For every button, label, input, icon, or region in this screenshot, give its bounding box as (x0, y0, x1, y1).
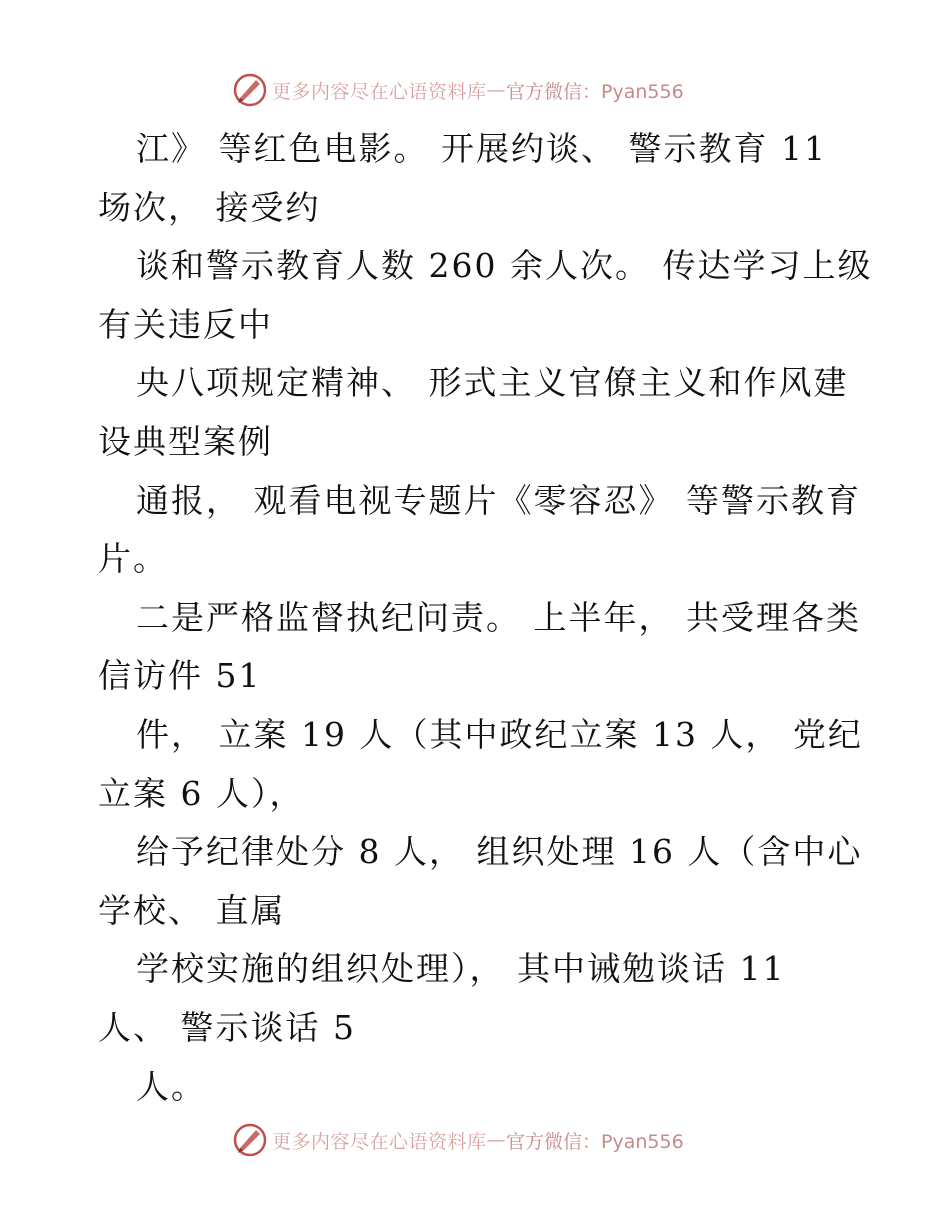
text-line: 人。 (136, 1066, 206, 1106)
watermark-dash: — (486, 1129, 507, 1151)
text-line: 人、 警示谈话 5 (98, 1007, 356, 1047)
watermark-text: 更多内容尽在心语资料库 (272, 1130, 487, 1153)
text-line: 场次， 接受约 (98, 187, 321, 227)
text-line: 件， 立案 19 人（其中政纪立案 13 人， 党纪 (136, 714, 863, 754)
text-line: 江》 等红色电影。 开展约谈、 警示教育 11 (136, 129, 827, 168)
text-line: 二是严格监督执纪问责。 上半年， 共受理各类 (136, 597, 861, 637)
text-line: 片。 (98, 539, 168, 579)
watermark-dash: — (486, 79, 507, 101)
text-line: 通报， 观看电视专题片《零容忍》 等警示教育 (136, 480, 861, 520)
watermark-wechat: 官方微信：Pyan556 (506, 1130, 684, 1153)
document-body (98, 120, 878, 1116)
text-line: 央八项规定精神、 形式主义官僚主义和作风建 (136, 363, 849, 403)
header-watermark (232, 70, 684, 110)
text-line: 立案 6 人）， (98, 773, 305, 813)
watermark-wechat: 官方微信：Pyan556 (506, 80, 684, 103)
text-line: 学校实施的组织处理）， 其中诫勉谈话 11 (136, 949, 786, 989)
text-line: 给予纪律处分 8 人， 组织处理 16 人（含中心 (136, 832, 863, 872)
text-line: 学校、 直属 (98, 890, 286, 930)
text-line: 信访件 51 (98, 656, 262, 696)
footer-watermark (232, 1120, 684, 1160)
text-line: 设典型案例 (98, 421, 273, 461)
pen-logo-icon (232, 1122, 268, 1158)
pen-logo-icon (232, 72, 268, 108)
text-line: 谈和警示教育人数 260 余人次。 传达学习上级 (136, 246, 873, 286)
text-line: 有关违反中 (98, 304, 273, 344)
watermark-text: 更多内容尽在心语资料库 (272, 80, 487, 103)
